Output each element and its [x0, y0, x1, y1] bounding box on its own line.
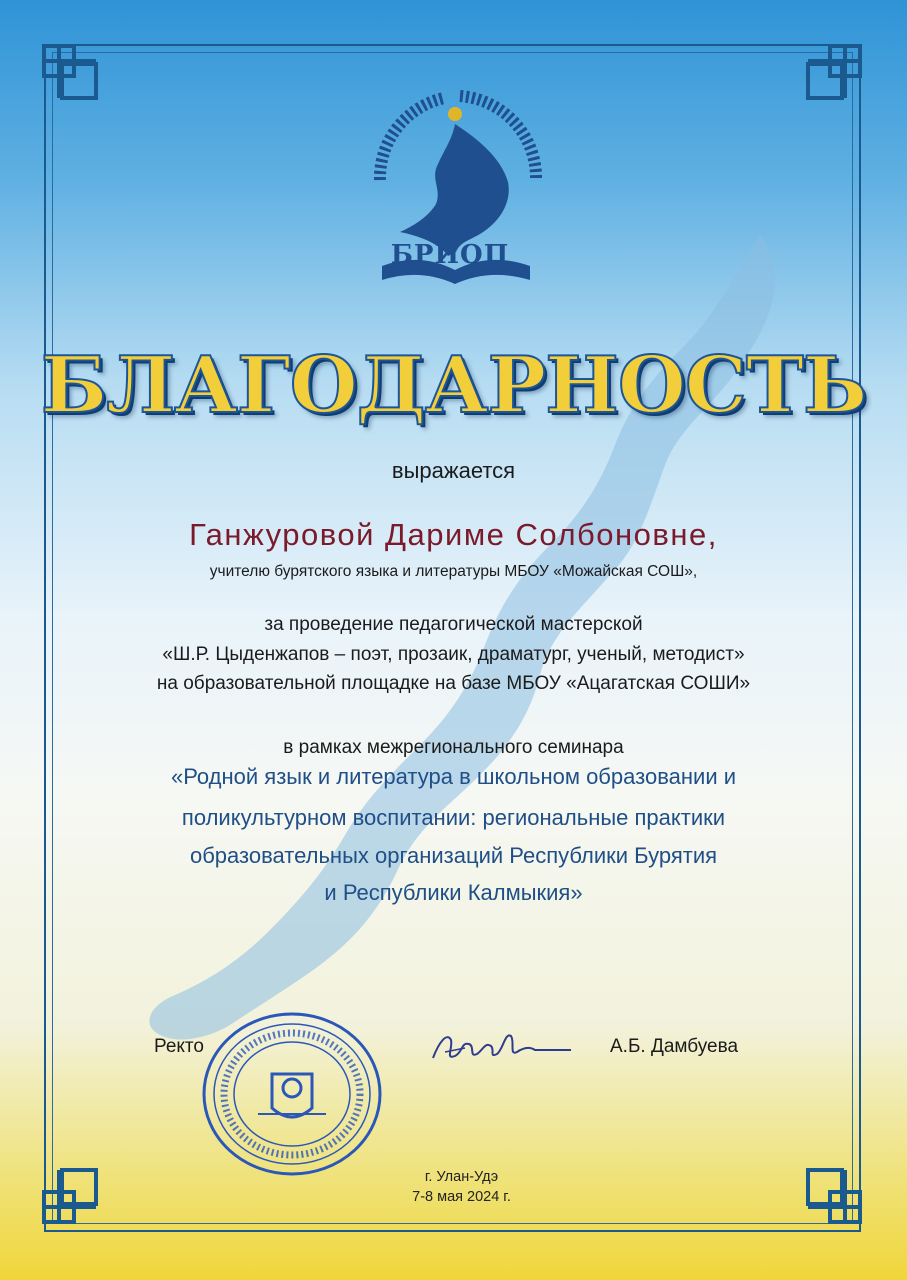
ornament-corner-icon — [40, 42, 102, 104]
logo-text: БРИОП — [390, 240, 510, 270]
certificate-title: БЛАГОДАРНОСТЬ — [40, 340, 867, 431]
ornament-corner-icon — [802, 42, 864, 104]
recipient-name: Ганжуровой Дариме Солбоновне, — [189, 517, 718, 552]
seminar-title-line: и Республики Калмыкия» — [324, 880, 583, 905]
rector-label: Ректо — [154, 1036, 204, 1057]
seminar-title-line: образовательных организаций Республики Бурятия — [189, 843, 718, 868]
stamp-seal-icon — [198, 1010, 386, 1178]
recipient-position: учителю бурятского языка и литературы МБОУ «Можайская СОШ», — [209, 563, 698, 580]
reason-line: за проведение педагогической мастерской — [264, 614, 643, 635]
reason-line: «Ш.Р. Цыденжапов – поэт, прозаик, драматург, ученый, методист» — [162, 644, 745, 665]
seminar-title-line: «Родной язык и литература в школьном образовании и — [170, 764, 737, 789]
reason-line: на образовательной площадке на базе МБОУ «Ацагатская СОШИ» — [156, 673, 751, 694]
date-text: 7-8 мая 2024 г. — [412, 1189, 511, 1205]
expressed-text: выражается — [391, 458, 516, 483]
signature-icon — [425, 1022, 575, 1072]
seminar-title-line: поликультурном воспитании: региональные практики — [181, 805, 726, 830]
signer-name: А.Б. Дамбуева — [610, 1036, 739, 1057]
city-text: г. Улан-Удэ — [424, 1169, 499, 1185]
framework-line: в рамках межрегионального семинара — [283, 737, 624, 758]
